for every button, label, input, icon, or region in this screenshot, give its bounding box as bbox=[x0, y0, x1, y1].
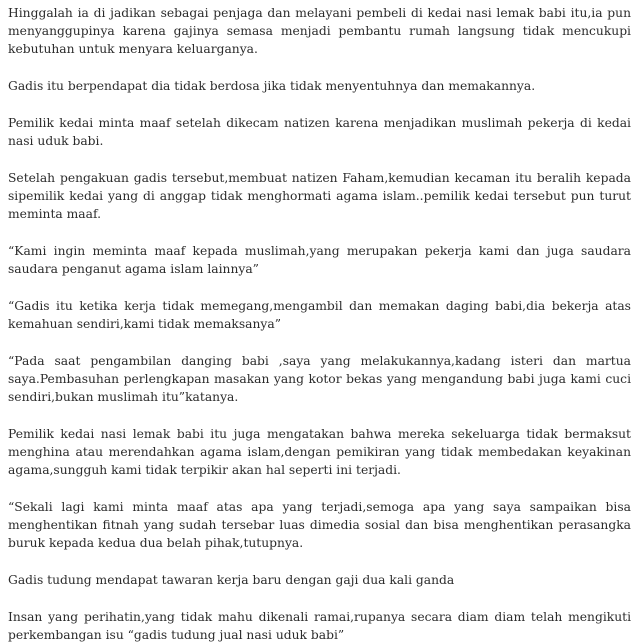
article-quote: “Gadis itu ketika kerja tidak memegang,mengambil dan memakan daging babi,dia bekerja atas kemahuan sendiri,kami tidak memaksanya” bbox=[8, 298, 631, 331]
article-paragraph: Hinggalah ia di jadikan sebagai penjaga dan melayani pembeli di kedai nasi lemak babi itu,ia pun menyanggupinya karena gajinya semasa menjadi pembantu rumah langsung tidak mencukupi kebutuhan untuk menyara keluarganya. bbox=[8, 6, 631, 57]
article-quote: “Pada saat pengambilan danging babi ,saya yang melakukannya,kadang isteri dan martua saya.Pembasuhan perlengkapan masakan yang kotor bekas yang mengandung babi juga kami cuci sendiri,bukan muslimah itu”katanya. bbox=[8, 353, 631, 405]
article-paragraph: Insan yang perihatin,yang tidak mahu dikenali ramai,rupanya secara diam diam telah mengikuti perkembangan isu “gadis tudung jual nasi uduk babi” bbox=[8, 609, 631, 642]
article-quote: “Sekali lagi kami minta maaf atas apa yang terjadi,semoga apa yang saya sampaikan bisa menghentikan fitnah yang sudah tersebar luas dimedia sosial dan bisa menghentikan perasangka buruk kepada kedua dua belah pihak,tutupnya. bbox=[8, 499, 631, 551]
article-paragraph: Setelah pengakuan gadis tersebut,membuat natizen Faham,kemudian kecaman itu beralih kepada sipemilik kedai yang di anggap tidak menghormati agama islam..pemilik kedai tersebut pun turut meminta maaf. bbox=[8, 170, 631, 222]
article-paragraph: Gadis tudung mendapat tawaran kerja baru dengan gaji dua kali ganda bbox=[8, 572, 455, 587]
article-paragraph: Pemilik kedai nasi lemak babi itu juga mengatakan bahwa mereka sekeluarga tidak bermaksut menghina atau merendahkan agama islam,dengan pemikiran yang tidak membedakan keyakinan agama,sungguh kami tidak terpikir akan hal seperti ini terjadi. bbox=[8, 426, 631, 478]
article-paragraph: Gadis itu berpendapat dia tidak berdosa jika tidak menyentuhnya dan memakannya. bbox=[8, 79, 536, 94]
article-quote: “Kami ingin meminta maaf kepada muslimah,yang merupakan pekerja kami dan juga saudara saudara penganut agama islam lainnya” bbox=[8, 243, 631, 277]
article-paragraph: Pemilik kedai minta maaf setelah dikecam natizen karena menjadikan muslimah pekerja di kedai nasi uduk babi. bbox=[8, 115, 631, 149]
